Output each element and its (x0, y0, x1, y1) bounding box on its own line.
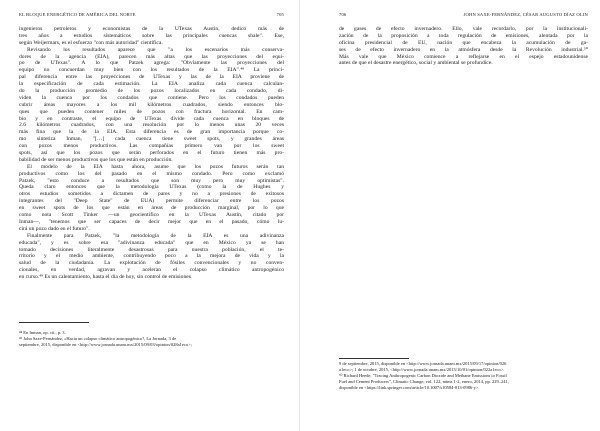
right-body-text (339, 26, 588, 67)
body-line: integrantes del "Deep State" de EUA) permite diferenciar entre los pozos (19, 198, 284, 205)
body-line: ingenieros petroleros y economistas de la UTexas Austin, dedicó más de (19, 26, 284, 32)
body-line: Patzek, "esto conduce a resultados que son muy pero muy optimistas". (19, 177, 284, 184)
body-line: babilidad de ser menos productivos que los que están en producción. (19, 156, 173, 163)
right-page (300, 0, 600, 431)
footnote-line: Fuel and Cement Producers", Climatic Change, vol. 122, núms 1-2, enero, 2014, pp. 229–241, (339, 378, 509, 384)
body-line: tomado decisiones literalmente desastrosas para nuestra población, el te- (19, 246, 284, 253)
body-line: equipo no concuerdan muy bien con los resultados de la EIA".⁴⁸ La princi- (19, 67, 284, 74)
body-line: ses de efecto invernadero en la atmósfera desde la Revolución industrial.⁵⁰ (339, 46, 588, 53)
body-line: viden la cuenca por los condados que contiene. Pero los condados pueden (19, 94, 284, 101)
footnote-line: ⁵⁰ Richard Heede, "Tracing Anthropogenic Carbon Dioxide and Methane Emissions to Fossil (339, 372, 507, 378)
body-line: otros estudios sometidos a dictamen de pares y no a presiones de exitosos (19, 191, 284, 198)
left-header-title: EL BLOQUE ENERGÉTICO DE AMÉRICA DEL NORTE (19, 12, 136, 17)
body-line: como nota Scott Tinker —un geocientífico en la UTexas Austin, citado por (19, 212, 284, 219)
body-line: según Weijermars, es el esfuerzo "con más autoridad" científica. (19, 39, 163, 46)
footnote-line: a1eco>; 1 de octubre, 2015, <http://www.jornada.unam.mx/2015/10/01/opinion/022a1eco>. (339, 366, 505, 372)
body-line: Inman—, "tenemos que ser capaces de decir mejor que en el pasado, cómo lu- (19, 218, 284, 225)
body-line: Revisando los resultados aparece que "a los escenarios más conserva- (27, 46, 284, 53)
footnote-line: ⁴⁹ John Saxe-Fernández, «Hacia un colapso climático antropogénico?, La Jornada, 3 de (19, 335, 177, 341)
right-header-title: JOHN SAXE-FERNÁNDEZ, CÉSAR AUGUSTO DÍAZ OLIN (463, 12, 588, 17)
body-line: 2.6 kilómetros cuadrados, con una resolución por lo menos unas 20 veces (19, 122, 284, 129)
footnote-line: ⁴⁸ En Inman, op. cit., p. 3. (19, 330, 66, 335)
body-line: tres años a estudios sistemáticos sobre las principales cuencas shale". Ese, (19, 32, 284, 39)
body-line: bio y en contraste, el equipo de UTexas divide cada cuenca en bloques de (19, 115, 284, 122)
left-footnote-rule (19, 322, 89, 323)
body-line: más fina que la de la EIA. Esta diferencia es de gran importancia porque co- (19, 129, 284, 136)
body-line: con pozos menos productivos. Las compañías primero van por los sweet (19, 143, 284, 150)
body-line: El modelo de la EIA hasta ahora, asume que los pozos futuros serán tan (27, 163, 284, 170)
body-line: zación de la proposición a toda regulación de emisiones, alentada por la (339, 32, 588, 39)
body-line: ques que pueden contener miles de pozos con fractura horizontal. En cam- (19, 108, 284, 115)
body-line: salud de la ciudadanía. La explotación de fósiles convencionales y no conven- (19, 260, 284, 267)
footnote-line: 9 de septiembre, 2015, disponible en <http://www.jornada.unam.mx/2015/09/17/opinion/026 (339, 361, 507, 366)
right-footnote-rule (339, 358, 409, 359)
body-line: productivos como los del pasado en el mismo condado. Pero como exclamó (19, 170, 284, 177)
body-line: antes de que el desastre energético, social y ambiental se profundice. (339, 60, 493, 67)
body-line: cionales, en verdad, agravan y aceleran el colapso climático antropogénico (19, 267, 284, 274)
body-line: rritorio y el medio ambiente, contribuyendo poco a la mejora de vida y la (19, 253, 284, 260)
left-running-header (19, 12, 284, 17)
footnote-line: disponible en <https://link.springer.com/article/10.1007/s10584-013-0986-y>. (339, 384, 480, 390)
body-line: po de UTexas". A lo que Patzek agrega: "Obviamente las proyecciones del (19, 60, 284, 67)
body-line: pal diferencia entre las proyecciones de UTexas y las de la EIA proviene de (19, 74, 284, 81)
right-page-number: 706 (339, 12, 347, 17)
body-line: oficina presidencial de EU, nación que encabeza la acumulación de ga- (339, 39, 588, 46)
body-line: educada", y es sobre esa "adivinanza educada" que en México ya se han (19, 239, 284, 246)
body-line: la especificación de cada estimación. La EIA analiza cada cuenca calculan- (19, 81, 284, 88)
body-line: spots, así que los pozos que serán perforados en el futuro tienen más pro- (19, 150, 284, 157)
footnote-line: septiembre, 2015, disponible en <http://www.jornada.unam.mx/2015/09/03/opinion/028a1eco>; (19, 341, 192, 347)
body-line: Queda claro entonces que la metodología UTexas (como la de Hughes y (19, 184, 284, 191)
right-running-header (339, 12, 588, 17)
body-line: Finalmente para Patzek, "la metodología de la EIA es una adivinanza (27, 232, 284, 239)
body-line: Más vale que México comience a reflejarse en el espejo estadounidense (339, 53, 588, 60)
body-line: cirá un pozo dado en el futuro". (19, 225, 90, 232)
body-line: dores de la agencia (EIA), parecen más altas que las proyecciones del equi- (19, 53, 284, 60)
body-line: en sweet spots de los que están en áreas de producción marginal, por lo que (19, 205, 284, 212)
left-body-text (19, 26, 284, 281)
body-line: do la producción promedio de los pozos localizados en cada condado, di- (19, 88, 284, 95)
body-line: cubrir áreas mayores a los mil kilómetros cuadrados, siendo entonces blo- (19, 101, 284, 108)
left-page-number: 705 (276, 12, 284, 17)
right-footnotes (339, 361, 588, 390)
left-footnotes (19, 330, 284, 348)
body-line: en curso.⁴⁹ Es un calentamiento, hasta el día de hoy, sin control de emisiones (19, 274, 191, 281)
body-line: de gases de efecto invernadero. Ello, vale recordarlo, por la institucionali- (339, 26, 588, 32)
body-line: mo sintetiza Inman, "[…] cada cuenca tiene sweet spots, y grandes áreas (19, 136, 284, 143)
